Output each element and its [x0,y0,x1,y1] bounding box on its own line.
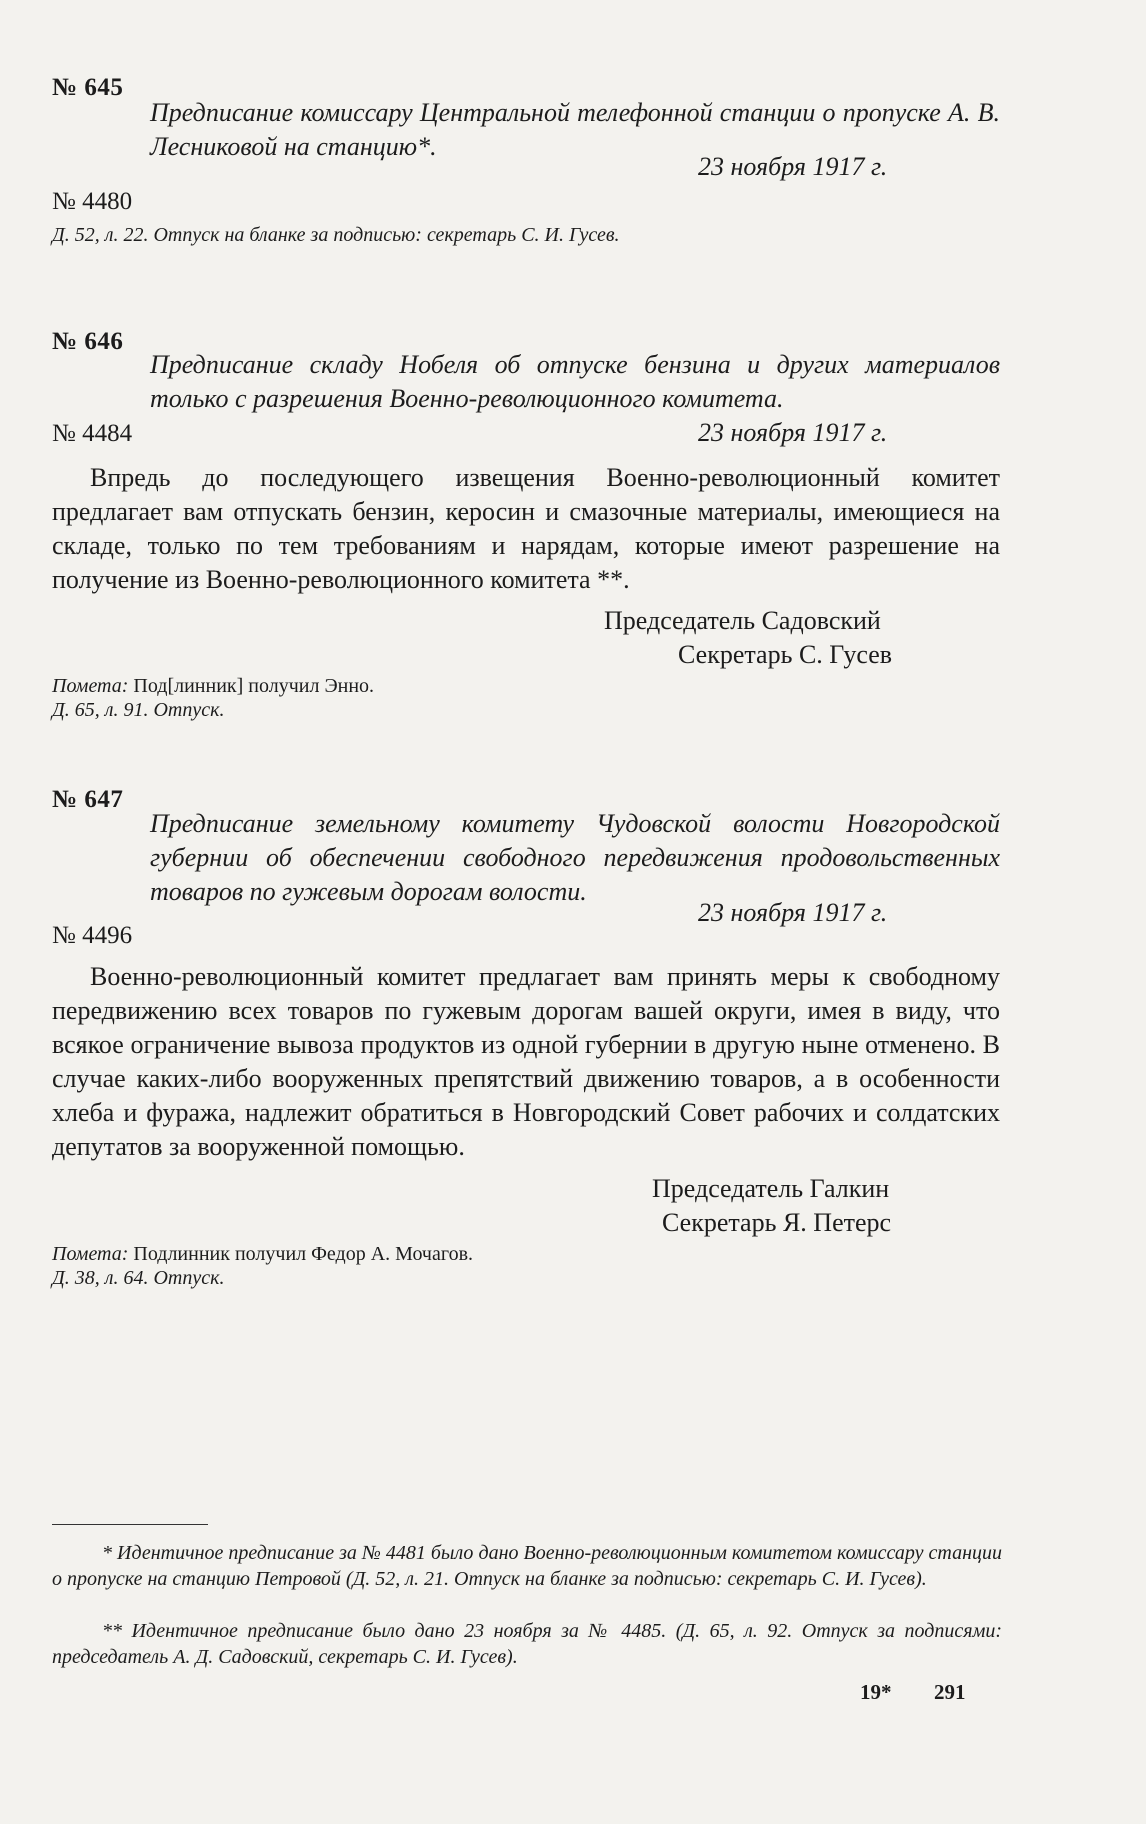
doc-646-mark [52,674,374,699]
doc-646-title: Предписание складу Нобеля об отпуске бензина и других материалов только с разрешения Военно-революционного комитета. [150,350,1000,413]
doc-647-mark [52,1242,473,1267]
doc-646-body: Впредь до последующего извещения Военно-революционный комитет предлагает вам отпускать бензин, керосин и смазочные материалы, имеющиеся на складе, только по тем требованиям и нарядам, которые имеют разрешение на получение из Военно-революционного комитета **. [52,463,1000,594]
doc-647-mark-text: Подлинник получил Федор А. Мочагов. [133,1243,474,1265]
doc-645-outgoing-number: № 4480 [52,188,133,215]
doc-647-mark-label: Помета: [52,1243,129,1265]
footnote-separator [52,1524,208,1525]
doc-647-chair-signature: Председатель Галкин [652,1174,890,1203]
page-number: 291 [934,1680,966,1704]
doc-647-number: № 647 [52,786,124,813]
doc-646-mark-text: Под[линник] получил Энно. [133,675,375,697]
doc-646-chair-signature: Председатель Садовский [604,606,881,635]
doc-645-source: Д. 52, л. 22. Отпуск на бланке за подписью: секретарь С. И. Гусев. [52,224,620,246]
doc-646-outgoing-number: № 4484 [52,420,133,447]
doc-645-title: Предписание комиссару Центральной телефонной станции о пропуске А. В. Лесниковой на станцию*. [150,98,1000,161]
doc-646-mark-label: Помета: [52,675,129,697]
doc-645-date: 23 ноября 1917 г. [698,152,888,181]
footnote-1: * Идентичное предписание за № 4481 было дано Военно-революционным комитетом комиссару станции о пропуске на станцию Петровой (Д. 52, л. 21. Отпуск на бланке за подписью: секретарь С. И. Гусев). [52,1542,1002,1590]
doc-646-secretary-signature: Секретарь С. Гусев [678,640,893,669]
doc-646-date: 23 ноября 1917 г. [698,418,888,447]
doc-647-source: Д. 38, л. 64. Отпуск. [52,1267,225,1289]
doc-647-outgoing-number: № 4496 [52,922,133,949]
signature-mark: 19* [860,1680,892,1704]
doc-646-number: № 646 [52,328,124,355]
doc-647-body: Военно-революционный комитет предлагает вам принять меры к свободному передвижению всех товаров по гужевым дорогам вашей округи, имея в виду, что всякое ограничение вывоза продуктов из одной губернии в другую ныне отменено. В случае каких-либо вооруженных препятствий движению товаров, а в особенности хлеба и фуража, надлежит обратиться в Новгородский Совет рабочих и солдатских депутатов за вооруженной помощью. [52,962,1000,1161]
doc-647-date: 23 ноября 1917 г. [698,898,888,927]
doc-647-secretary-signature: Секретарь Я. Петерс [662,1208,892,1237]
doc-646-source: Д. 65, л. 91. Отпуск. [52,699,225,721]
doc-647-title: Предписание земельному комитету Чудовской волости Новгородской губернии об обеспечении свободного передвижения продовольственных товаров по гужевым дорогам волости. [150,809,1000,906]
doc-645-number: № 645 [52,74,124,101]
footnote-2: ** Идентичное предписание было дано 23 ноября за № 4485. (Д. 65, л. 92. Отпуск за подписями: председатель А. Д. Садовский, секретарь С. И. Гусев). [52,1620,1002,1668]
